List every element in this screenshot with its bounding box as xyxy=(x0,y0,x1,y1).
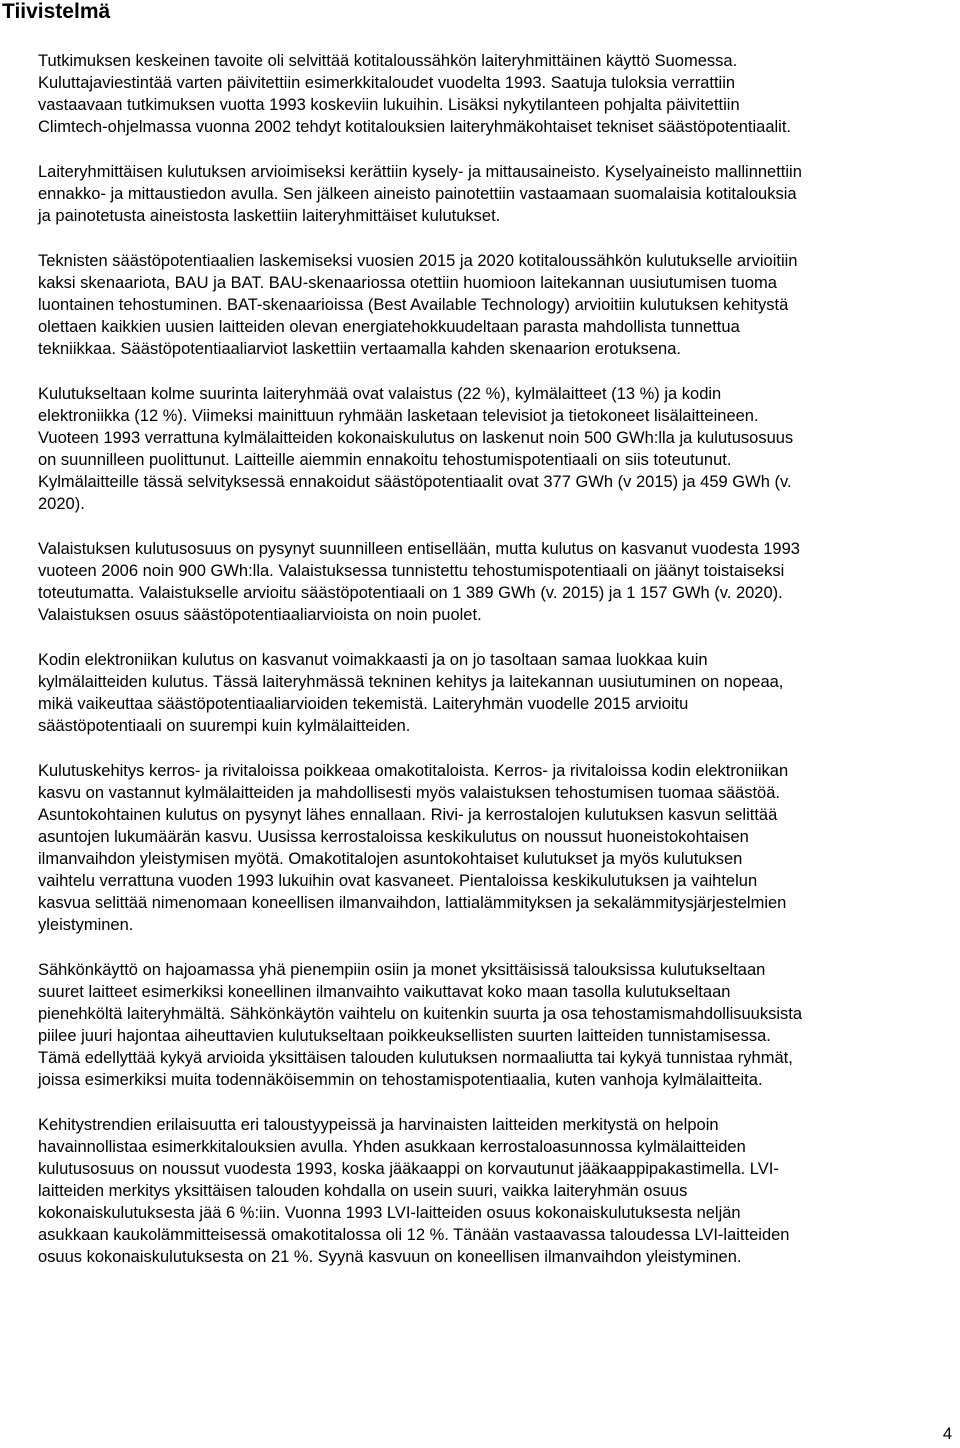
paragraph-largest-groups: Kulutukseltaan kolme suurinta laiteryhmää ovat valaistus (22 %), kylmälaitteet (13 %) ja kodin elektroniikka (12 %). Viimeksi mainittuun ryhmään lasketaan televisiot ja tietokoneet lisälaitteineen. Vuoteen 1993 verrattuna kylmälaitteiden kokonaiskulutus on laskenut noin 500 GWh:lla ja kulutusosuus on suunnilleen puolittunut. Laitteille aiemmin ennakoitu tehostumispotentiaali on siis toteutunut. Kylmälaitteille tässä selvityksessä ennakoidut säästöpotentiaalit ovat 377 GWh (v 2015) ja 459 GWh (v. 2020). xyxy=(38,385,794,513)
paragraph-objective: Tutkimuksen keskeinen tavoite oli selvittää kotitaloussähkön laiteryhmittäinen käyttö Suomessa. Kuluttajaviestintää varten päivitettiin esimerkkitaloudet vuodelta 1993. Saatuja tuloksia verrattiin vastaavaan tutkimuksen vuotta 1993 koskeviin lukuihin. Lisäksi nykytilanteen pohjalta päivitettiin Climtech-ohjelmassa vuonna 2002 tehdyt kotitalouksien laiteryhmäkohtaiset tekniset säästöpotentiaalit. xyxy=(38,52,792,136)
paragraph-usage-variation: Sähkönkäyttö on hajoamassa yhä pienempiin osiin ja monet yksittäisissä talouksissa kulutukseltaan suuret laitteet esimerkiksi koneellinen ilmanvaihto vaikuttavat koko maan tasolla kulutukseltaan pienehköltä laiteryhmältä. Sähkönkäytön vaihtelu on kuitenkin suurta ja osa tehostamismahdollisuuksista piilee juuri hajontaa aiheuttavien kulutukseltaan poikkeuksellisten suurten laitteiden tunnistamisessa. Tämä edellyttää kykyä arvioida yksittäisen talouden kulutuksen normaaliutta tai kykyä tunnistaa ryhmät, joissa esimerkiksi muita todennäköisemmin on tehostamispotentiaalia, kuten vanhoja kylmälaitteita. xyxy=(38,961,803,1089)
paragraph-housing-types: Kulutuskehitys kerros- ja rivitaloissa poikkeaa omakotitaloista. Kerros- ja rivitaloissa kodin elektroniikan kasvu on vastannut kylmälaitteiden ja mahdollisesti myös valaistuksen tehostumisen tuomaa säästöä. Asuntokohtainen kulutus on pysynyt lähes ennallaan. Rivi- ja kerrostalojen kulutuksen kasvun selittää asuntojen lukumäärän kasvu. Uusissa kerrostaloissa keskikulutus on noussut huoneistokohtaisen ilmanvaihdon yleistymisen myötä. Omakotitalojen asuntokohtaiset kulutukset ja myös kulutuksen vaihtelu verrattuna vuoden 1993 lukuihin ovat kasvaneet. Pientaloissa keskikulutuksen ja vaihtelun kasvua selittää nimenomaan koneellisen ilmanvaihdon, lattialämmityksen ja sekalämmitysjärjestelmien yleistyminen. xyxy=(38,762,789,934)
document-body xyxy=(38,50,958,1268)
paragraph-data-collection: Laiteryhmittäisen kulutuksen arvioimiseksi kerättiin kysely- ja mittausaineisto. Kyselyaineisto mallinnettiin ennakko- ja mittaustiedon avulla. Sen jälkeen aineisto painotettiin vastaamaan suomalaisia kotitalouksia ja painotetusta aineistosta laskettiin laiteryhmittäiset kulutukset. xyxy=(38,163,802,225)
paragraph-lighting: Valaistuksen kulutusosuus on pysynyt suunnilleen entisellään, mutta kulutus on kasvanut vuodesta 1993 vuoteen 2006 noin 900 GWh:lla. Valaistuksessa tunnistettu tehostumispotentiaali on jäänyt toistaiseksi toteutumatta. Valaistukselle arvioitu säästöpotentiaali on 1 389 GWh (v. 2015) ja 1 157 GWh (v. 2020). Valaistuksen osuus säästöpotentiaaliarvioista on noin puolet. xyxy=(38,540,800,624)
paragraph-home-electronics: Kodin elektroniikan kulutus on kasvanut voimakkaasti ja on jo tasoltaan samaa luokkaa kuin kylmälaitteiden kulutus. Tässä laiteryhmässä tekninen kehitys ja laitekannan uusiutuminen on nopeaa, mikä vaikeuttaa säästöpotentiaaliarvioiden tekemistä. Laiteryhmän vuodelle 2015 arvioitu säästöpotentiaali on suurempi kuin kylmälaitteiden. xyxy=(38,651,784,735)
paragraph-scenarios: Teknisten säästöpotentiaalien laskemiseksi vuosien 2015 ja 2020 kotitaloussähkön kulutukselle arvioitiin kaksi skenaariota, BAU ja BAT. BAU-skenaariossa otettiin huomioon laitekannan uusiutumisen tuoma luontainen tehostuminen. BAT-skenaarioissa (Best Available Technology) arvioitiin kulutuksen kehitystä olettaen kaikkien uusien laitteiden olevan energiatehokkuudeltaan parasta mahdollista tunnettua tekniikkaa. Säästöpotentiaaliarviot laskettiin vertaamalla kahden skenaarion erotuksena. xyxy=(38,252,798,358)
page-title: Tiivistelmä xyxy=(2,0,111,23)
paragraph-example-households: Kehitystrendien erilaisuutta eri taloustyypeissä ja harvinaisten laitteiden merkitystä on helpoin havainnollistaa esimerkkitalouksien avulla. Yhden asukkaan kerrostaloasunnossa kylmälaitteiden kulutusosuus on noussut vuodesta 1993, koska jääkaappi on korvautunut jääkaappipakastimella. LVI- laitteiden merkitys yksittäisen talouden kohdalla on usein suuri, vaikka laiteryhmän osuus kokonaiskulutuksesta jää 6 %:iin. Vuonna 1993 LVI-laitteiden osuus kokonaiskulutuksesta neljän asukkaan kaukolämmitteisessä omakotitalossa oli 12 %. Tänään vastaavassa taloudessa LVI-laitteiden osuus kokonaiskulutuksesta on 21 %. Syynä kasvuun on koneellisen ilmanvaihdon yleistyminen. xyxy=(38,1116,790,1266)
page-number: 4 xyxy=(942,1425,952,1443)
